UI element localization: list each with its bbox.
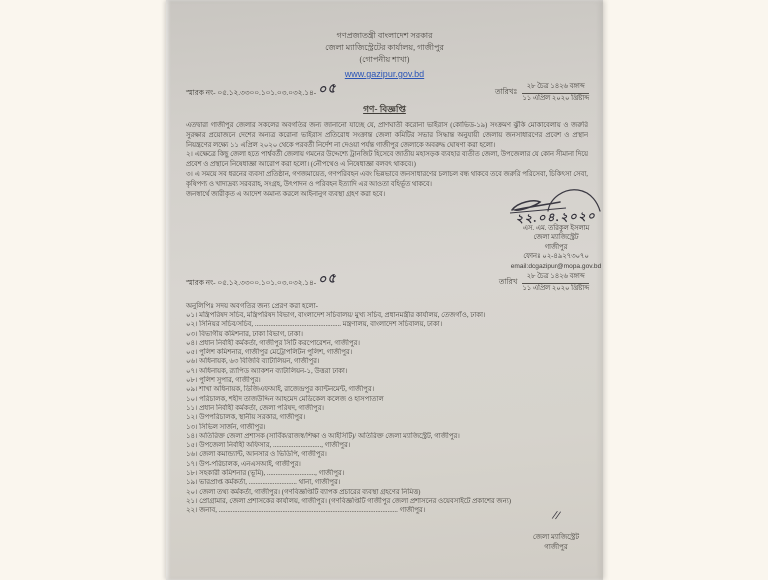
- list-item: ১২। উপপরিচালক, স্থানীয় সরকার, গাজীপুর।: [186, 414, 306, 422]
- memo-number-label: স্মারক নং- ০৫.১২.৩৩০০.১০১.০৩.০৩২.১৪-: [186, 278, 317, 287]
- list-item: ০২। সিনিয়র সচিব/সচিব, .................................................. মন্ত্রণালয়, বাংলাদেশ সচিবালয়, ঢাকা।: [186, 321, 443, 329]
- list-item: ১৩। সিভিল সার্জন, গাজীপুর।: [186, 423, 266, 431]
- list-item: ১৪। অতিরিক্ত জেলা প্রশাসক (সার্বিক/রাজস্ব/শিক্ষা ও আইসিটি)/ অতিরিক্ত জেলা ম্যাজিস্ট্রেট, গাজীপুর।: [186, 432, 460, 440]
- memo-row-bottom: [186, 272, 589, 294]
- date-values: [522, 272, 589, 294]
- list-item: ১৭। উপ-পরিচালক, এনএসআই, গাজীপুর।: [186, 460, 301, 468]
- date-bangla: ২৮ চৈত্র ১৪২৬ বঙ্গাব্দ: [522, 82, 589, 94]
- signatory-email: email:dcgazipur@mopa.gov.bd: [510, 262, 602, 270]
- list-item: ০৯। শাখা অধিনায়ক, ডিজিএফআই, রাজেন্দ্রপুর ক্যান্টনমেন্ট, গাজীপুর।: [186, 386, 375, 394]
- date-gregorian: ১১ এপ্রিল ২০২০ খ্রিষ্টাব্দ: [522, 95, 589, 102]
- signature-block: [490, 184, 622, 272]
- body-paragraph-3: ৩। এ সময়ে সব ধরনের ব্যবসা প্রতিষ্ঠান, গণজমায়েত, গণপরিবহন এবং ভিন্নভাবে জনসাধারণের চলাচল বন্ধ থাকবে তবে জরুরি পরিসেবা, চিকিৎসা সেবা, কৃষিপণ্য ও খাদ্যদ্রব্য সরবরাহ, সংগ্রহ, উৎপাদন ও পরিবহন ইত্যাদি এর আওতা বহির্ভূত থাকবে।: [186, 170, 588, 188]
- memo-date: [495, 82, 589, 104]
- signatory-phone: ফোনঃ ০২-৪৯২৭৩০৭০: [523, 253, 589, 261]
- footer-district: গাজীপুর: [544, 543, 568, 551]
- copies-list: [186, 311, 593, 516]
- memo-date: [499, 272, 589, 294]
- list-item: ০৬। অধিনায়ক, ৬৩ বিজিবি ব্যাটালিয়ন, গাজীপুর।: [186, 358, 320, 366]
- office-name: জেলা ম্যাজিস্ট্রেটের কার্যালয়, গাজীপুর: [325, 43, 444, 52]
- list-item: ১১। প্রধান নির্বাহী কর্মকর্তা, জেলা পরিষদ, গাজীপুর।: [186, 404, 324, 412]
- memo-number-handwritten: ০৫: [317, 270, 338, 287]
- date-gregorian: ১১ এপ্রিল ২০২০ খ্রিষ্টাব্দ: [522, 285, 589, 292]
- list-item: ২১। প্রোগ্রামার, জেলা প্রশাসকের কার্যালয়, গাজীপুর। (গণবিজ্ঞপ্তিটি গাজীপুর জেলা প্রশাসনের ওয়েবসাইটে প্রকাশের জন্য): [186, 497, 512, 505]
- list-item: ০৫। পুলিশ কমিশনার, গাজীপুর মেট্রোপলিটন পুলিশ, গাজীপুর।: [186, 349, 353, 357]
- branch-name: (গোপনীয় শাখা): [359, 55, 410, 64]
- list-item: ২২। জনাব, ........................................................................................................ গাজীপুর।: [186, 507, 426, 515]
- date-label: তারিখঃ: [494, 87, 518, 96]
- website-link[interactable]: www.gazipur.gov.bd: [344, 69, 425, 79]
- list-item: ১০। পরিচালক, শহীদ তাজউদ্দিন আহমেদ মেডিকেল কলেজ ও হাসপাতাল: [186, 395, 384, 403]
- list-item: ০৮। পুলিশ সুপার, গাজীপুর।: [186, 377, 261, 385]
- list-item: ০৩। বিভাগীয় কমিশনার, ঢাকা বিভাগ, ঢাকা।: [186, 330, 303, 338]
- list-item: ১৯। ভারপ্রাপ্ত কর্মকর্তা, ............................ থানা, গাজীপুর।: [186, 479, 341, 487]
- date-values: [522, 82, 589, 104]
- date-label: তারিখ: [498, 277, 518, 286]
- date-bangla: ২৮ চৈত্র ১৪২৬ বঙ্গাব্দ: [522, 272, 589, 284]
- memo-number: [186, 272, 337, 293]
- list-item: ০১। মন্ত্রিপরিষদ সচিব, মন্ত্রিপরিষদ বিভাগ, বাংলাদেশ সচিবালয়/ মুখ্য সচিব, প্রধানমন্ত্রীর কার্যালয়, তেজগাঁও, ঢাকা।: [186, 312, 486, 319]
- body-paragraph-1: এতদ্বারা গাজীপুর জেলার সকলের অবগতির জন্য জানানো যাচ্ছে যে, প্রাণঘাতী করোনা ভাইরাস (কোভিড-১৯) সংক্রমণ ঝুঁকি মোকাবেলায় ও জরুরি সুরক্ষার প্রয়োজনে দেশের অন্যত্র করোনা ভাইরাস প্রতিরোধ সংক্রান্ত জেলা কমিটির সভার সিদ্ধান্ত অনুযায়ী জেলায় জনসাধারণের প্রবেশ ও প্রস্থান নিয়ন্ত্রণের লক্ষ্যে ১১ এপ্রিল ২০২০ থেকে পরবর্তী নির্দেশ না দেওয়া পর্যন্ত গাজীপুর জেলাকে অবরুদ্ধ ঘোষণা করা হলো।: [186, 122, 588, 149]
- signature-slash-mark: //: [551, 507, 561, 523]
- document-content: [166, 0, 603, 580]
- body-paragraph-2: ২। এক্ষেত্রে কিছু জেলা হতে পার্শ্ববর্তী জেলায় গমনের উদ্দেশ্যে ট্রানজিট হিসেবে জাতীয় মহাসড়ক ব্যবহার ব্যতীত জেলা, উপজেলার যে কোন সীমানা দিয়ে প্রবেশ ও প্রস্থানে নিষেধাজ্ঞা আরোপ করা হলো। (নৌপথেও এ নিষেধাজ্ঞা বলবৎ থাকবে।): [186, 151, 588, 169]
- signature-handwritten-date: ২২.০৪.২০২০: [515, 210, 597, 226]
- memo-row-top: [186, 82, 589, 104]
- government-name: গণপ্রজাতন্ত্রী বাংলাদেশ সরকার: [336, 31, 433, 40]
- memo-number-label: স্মারক নং- ০৫.১২.৩৩০০.১০১.০৩.০৩২.১৪-: [186, 88, 317, 97]
- letterhead: [166, 30, 603, 81]
- signatory-name: এস. এম. তরিকুল ইসলাম: [522, 224, 590, 232]
- notice-title: গণ- বিজ্ঞপ্তি: [363, 104, 406, 114]
- list-item: ১৮। সহকারী কমিশনার (ভূমি), ............................, গাজীপুর।: [186, 470, 345, 478]
- body-closing: জনস্বার্থে জারীকৃত এ আদেশ অমান্য করলে আইনানুগ ব্যবস্থা গ্রহণ করা হবে।: [186, 190, 386, 198]
- list-item: ০৭। অধিনায়ক, র‍্যাপিড অ্যাকশন ব্যাটালিয়ন-১, উত্তরা ঢাকা।: [186, 367, 348, 375]
- footer-signature-block: [492, 507, 620, 552]
- copies-intro: অনুলিপিঃ সদয় অবগতির জন্য প্রেরণ করা হলো-: [186, 302, 318, 310]
- list-item: ২০। জেলা তথ্য কর্মকর্তা, গাজীপুর। (গণবিজ্ঞপ্তিটি ব্যাপক প্রচারের ব্যবস্থা গ্রহণের নিমিত্ত): [186, 488, 421, 496]
- list-item: ১৬। জেলা কমান্ড্যান্ট, আনসার ও ভিডিপি, গাজীপুর।: [186, 451, 327, 459]
- signatory-designation: জেলা ম্যাজিস্ট্রেট: [533, 234, 579, 242]
- document-paper: [166, 0, 603, 580]
- signatory-district: গাজীপুর: [544, 243, 568, 251]
- list-item: ০৪। প্রধান নির্বাহী কর্মকর্তা, গাজীপুর সিটি করপোরেশন, গাজীপুর।: [186, 339, 360, 347]
- memo-number-handwritten: ০৫: [317, 80, 338, 97]
- footer-designation: জেলা ম্যাজিস্ট্রেট: [532, 533, 580, 541]
- memo-number: [186, 82, 337, 103]
- list-item: ১৫। উপজেলা নির্বাহী অফিসার, ............................, গাজীপুর।: [186, 442, 351, 450]
